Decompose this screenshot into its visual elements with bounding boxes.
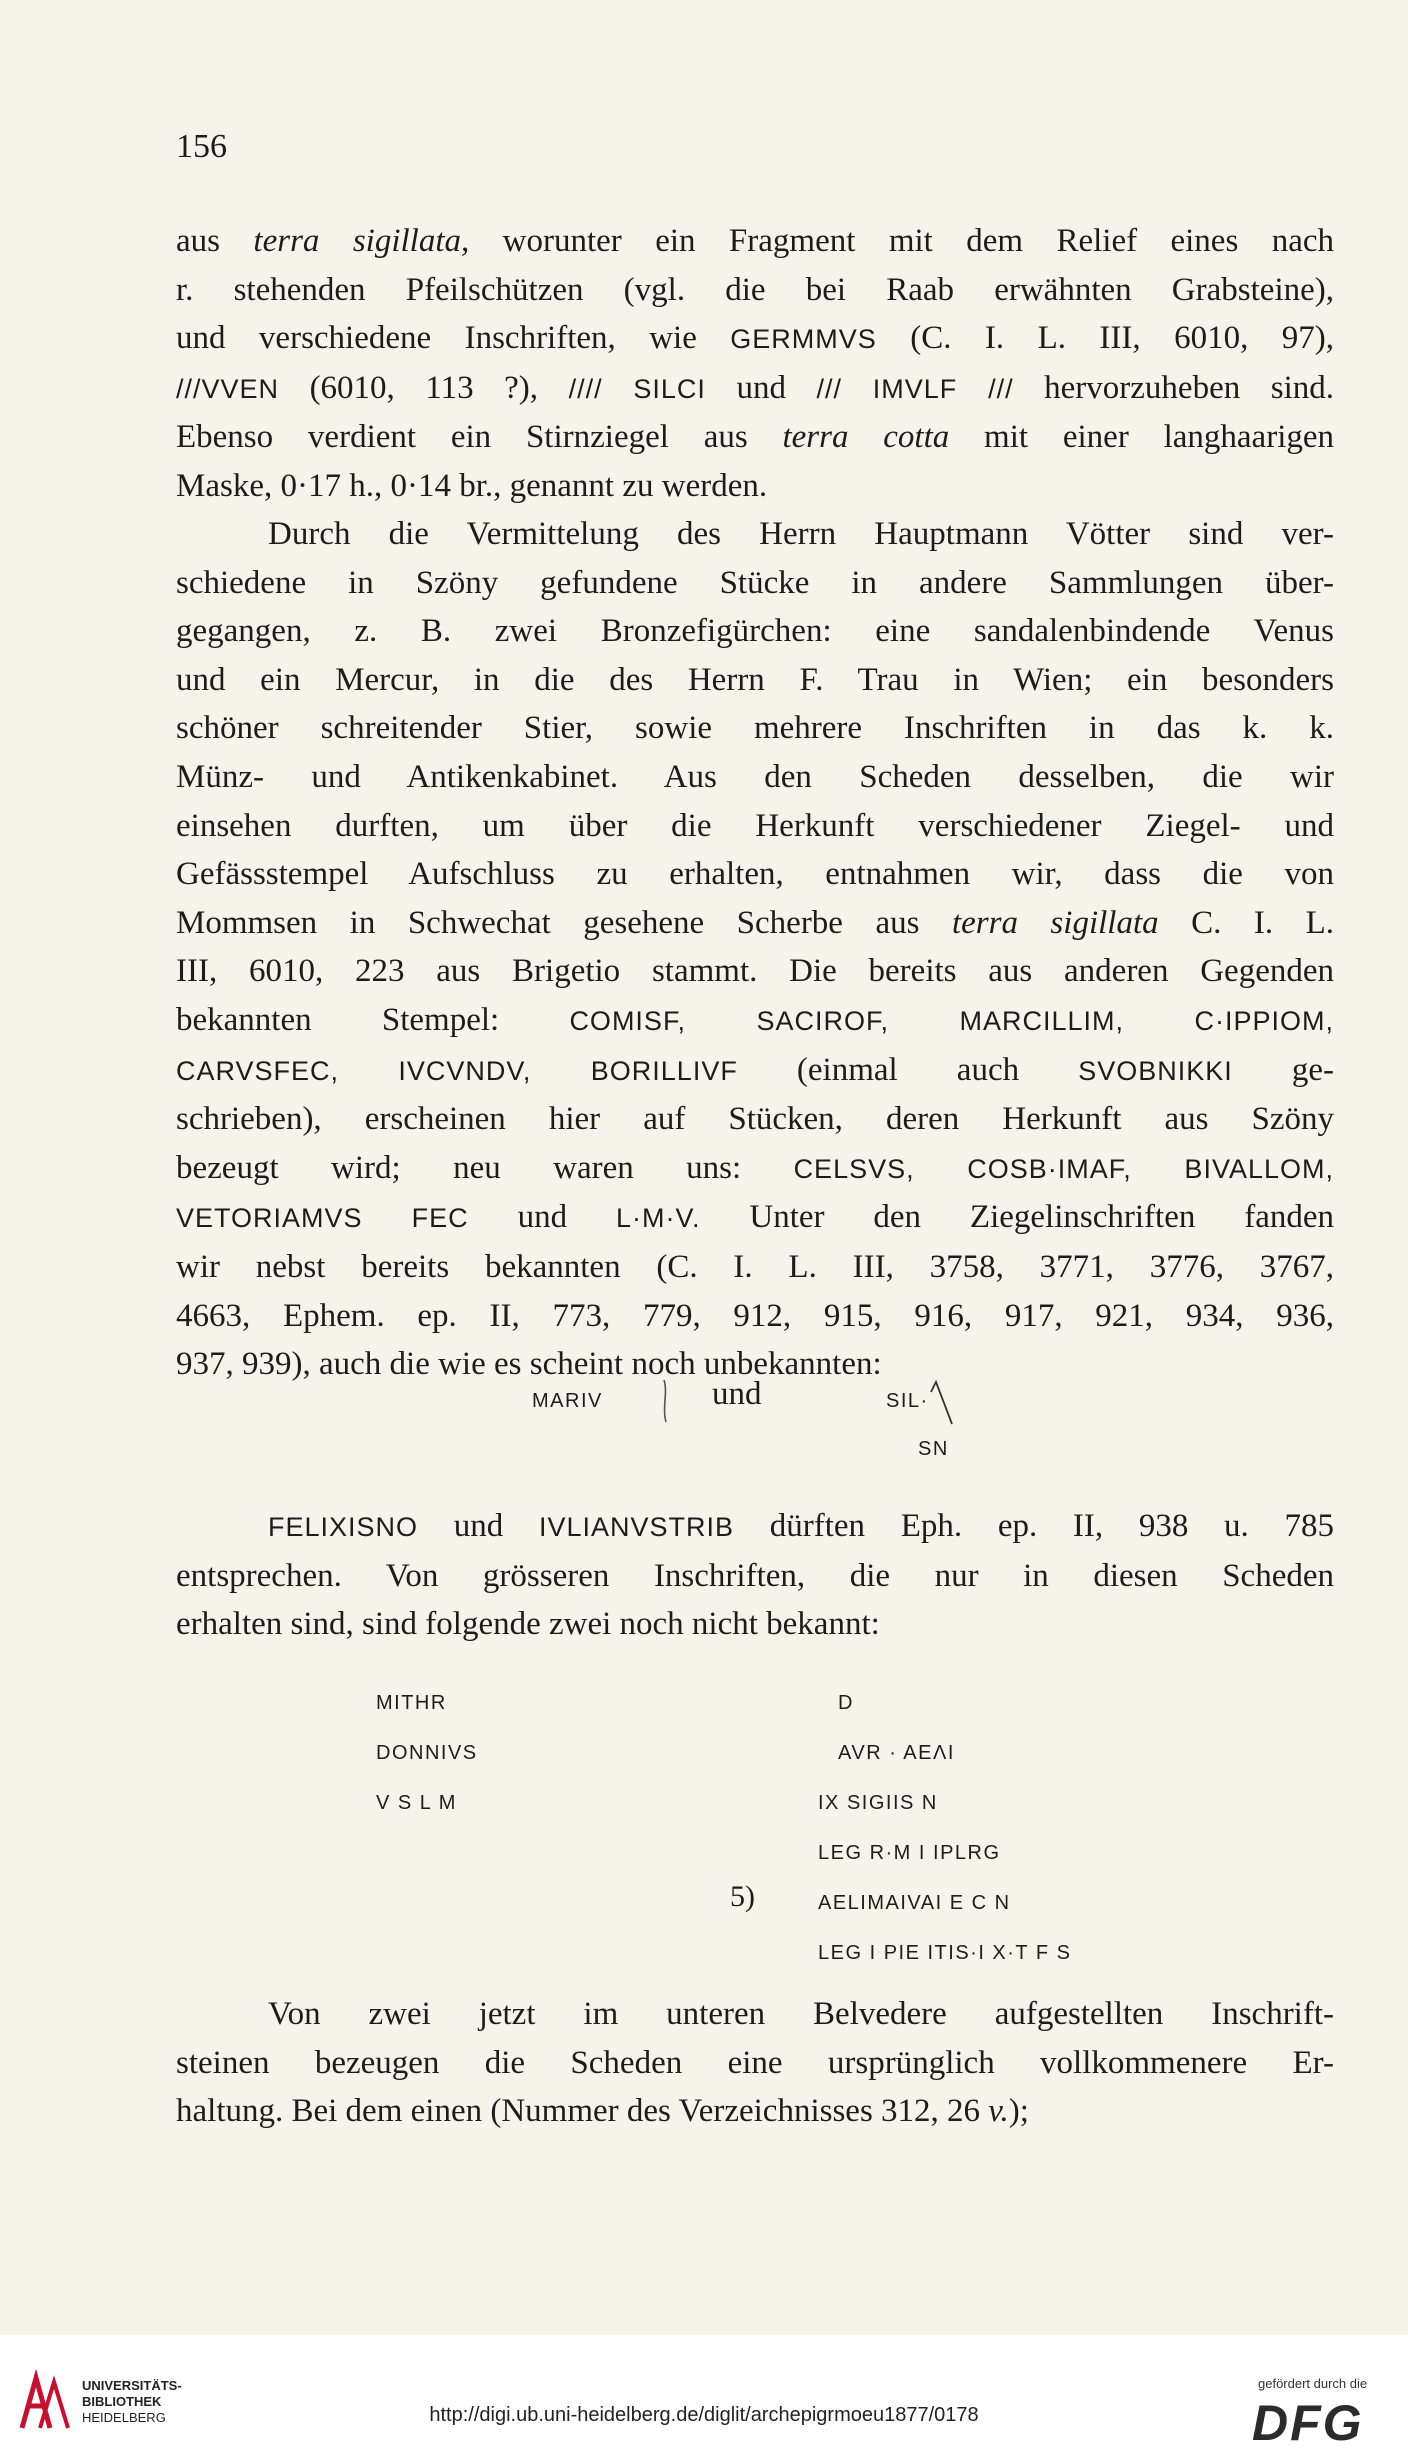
inscription-left-line: DONNIVS bbox=[376, 1742, 478, 1764]
text-line bbox=[176, 1990, 1334, 2039]
paragraph-3 bbox=[176, 1502, 1334, 1649]
text-line bbox=[176, 753, 1334, 802]
stamp-break-mark-right bbox=[928, 1378, 956, 1428]
text-line bbox=[176, 1243, 1334, 1292]
inscription-text: CARVSFEC, IVCVNDV, BORILLIVF bbox=[176, 1055, 738, 1086]
inscription-text: L·M·V. bbox=[615, 1203, 701, 1234]
stamp-mariv: MARIV bbox=[532, 1390, 603, 1412]
text-segment: schrieben), erscheinen hier auf Stücken, deren Herkunft aus Szöny bbox=[176, 1101, 1334, 1138]
text-segment: entsprechen. Von grösseren Inschriften, die nur in diesen Scheden bbox=[176, 1557, 1334, 1594]
text-line bbox=[176, 559, 1334, 608]
text-segment: r. stehenden Pfeilschützen (vgl. die bei Raab erwähnten Grabsteine), bbox=[176, 271, 1334, 308]
inscription-text: IVLIANVSTRIB bbox=[538, 1512, 735, 1542]
text-segment: haltung. Bei dem einen (Nummer des Verzeichnisses 312, 26 bbox=[176, 2093, 989, 2130]
text-segment: mit einer langhaarigen bbox=[949, 419, 1335, 456]
text-segment: hervorzuheben sind. bbox=[1013, 369, 1335, 406]
inscription-text: FELIXISNO bbox=[268, 1512, 419, 1542]
italic-term: terra cotta bbox=[782, 419, 950, 456]
text-line bbox=[176, 413, 1334, 462]
text-segment: (einmal auch bbox=[737, 1051, 1079, 1088]
text-segment: gegangen, z. B. zwei Bronzefigürchen: eine sandalenbindende Venus bbox=[176, 613, 1334, 650]
inscription-right-line: LEG I PIE ITIS·I X·T F S bbox=[818, 1942, 1072, 1964]
inscription-right-line: D bbox=[838, 1692, 854, 1714]
inscription-text: GERMMVS bbox=[730, 324, 877, 355]
text-line bbox=[176, 1600, 1334, 1649]
text-line bbox=[176, 266, 1334, 315]
library-line: BIBLIOTHEK bbox=[82, 2394, 162, 2409]
text-line bbox=[176, 947, 1334, 996]
text-segment: schöner schreitender Stier, sowie mehrere Inschriften in das k. k. bbox=[176, 710, 1334, 747]
inscription-right-line: IX SIGIIS N bbox=[818, 1792, 938, 1814]
inscription-right-line: LEG R·M I IPLRG bbox=[818, 1842, 1001, 1864]
text-line bbox=[176, 1552, 1334, 1601]
inscription-left-line: MITHR bbox=[376, 1692, 447, 1714]
page-number: 156 bbox=[176, 128, 227, 165]
text-segment: Mommsen in Schwechat gesehene Scherbe aus bbox=[176, 904, 952, 941]
text-line bbox=[176, 462, 1334, 511]
text-segment: ); bbox=[1008, 2093, 1029, 2130]
inscription-text: //// SILCI bbox=[568, 373, 706, 404]
text-segment: Unter den Ziegelinschriften fanden bbox=[700, 1199, 1335, 1236]
text-segment: wir nebst bereits bekannten (C. I. L. III, 3758, 3771, 3776, 3767, bbox=[176, 1248, 1334, 1285]
paragraph-2 bbox=[176, 510, 1334, 1389]
university-library-logo-icon bbox=[14, 2368, 74, 2438]
stamp-sn: SN bbox=[918, 1438, 949, 1460]
inscription-text: /// IMVLF /// bbox=[816, 373, 1014, 404]
permalink-url[interactable]: http://digi.ub.uni-heidelberg.de/diglit/archepigrmoeu1877/0178 bbox=[429, 2404, 979, 2426]
italic-term: v. bbox=[988, 2093, 1009, 2130]
library-line: HEIDELBERG bbox=[82, 2410, 166, 2425]
text-segment: bekannten Stempel: bbox=[176, 1001, 570, 1038]
text-segment: 4663, Ephem. ep. II, 773, 779, 912, 915, 916, 917, 921, 934, 936, bbox=[176, 1297, 1334, 1334]
inscription-text: VETORIAMVS FEC bbox=[176, 1203, 469, 1234]
text-line bbox=[176, 1046, 1334, 1096]
inscription-right-line: AVR · AEΛI bbox=[838, 1742, 955, 1764]
text-segment: ge- bbox=[1232, 1051, 1334, 1088]
inscription-text: CELSVS, COSB·IMAF, BIVALLOM, bbox=[793, 1153, 1334, 1184]
text-segment: bezeugt wird; neu waren uns: bbox=[176, 1149, 794, 1186]
text-line bbox=[176, 364, 1334, 414]
text-line bbox=[176, 802, 1334, 851]
text-segment: (6010, 113 ?), bbox=[279, 369, 569, 406]
text-segment: schiedene in Szöny gefundene Stücke in andere Sammlungen über- bbox=[176, 564, 1334, 601]
paragraph-1 bbox=[176, 217, 1334, 511]
text-segment: dürften Eph. ep. II, 938 u. 785 bbox=[734, 1508, 1335, 1544]
text-segment: erhalten sind, sind folgende zwei noch nicht bekannt: bbox=[176, 1606, 880, 1643]
text-line bbox=[176, 1144, 1334, 1194]
text-segment: und bbox=[418, 1508, 539, 1544]
text-segment: Maske, 0·17 h., 0·14 br., genannt zu werden. bbox=[176, 467, 768, 504]
text-line bbox=[176, 1292, 1334, 1341]
library-line: UNIVERSITÄTS- bbox=[82, 2378, 182, 2393]
text-segment: Durch die Vermittelung des Herrn Hauptmann Vötter sind ver- bbox=[268, 516, 1334, 552]
text-segment: (C. I. L. III, 6010, 97), bbox=[876, 320, 1334, 357]
text-line bbox=[176, 2039, 1334, 2088]
text-line bbox=[176, 1095, 1334, 1144]
text-line bbox=[176, 850, 1334, 899]
italic-term: terra sigillata, bbox=[253, 223, 470, 259]
stamp-connector-und: und bbox=[712, 1376, 762, 1412]
text-segment: und bbox=[468, 1199, 616, 1236]
text-segment: steinen bezeugen die Scheden eine ursprünglich vollkommenere Er- bbox=[176, 2044, 1334, 2081]
text-segment: worunter ein Fragment mit dem Relief eines nach bbox=[469, 223, 1335, 259]
text-line bbox=[176, 314, 1334, 364]
text-line bbox=[176, 1193, 1334, 1243]
text-segment: Gefässstempel Aufschluss zu erhalten, entnahmen wir, dass die von bbox=[176, 856, 1334, 893]
text-segment: Ebenso verdient ein Stirnziegel aus bbox=[176, 419, 783, 456]
dfg-logo: DFG bbox=[1252, 2395, 1364, 2451]
inscription-left-line: V S L M bbox=[376, 1792, 457, 1814]
text-line bbox=[176, 996, 1334, 1046]
inscription-right-line: AELIMAIVAI E C N bbox=[818, 1892, 1011, 1914]
text-line bbox=[176, 510, 1334, 559]
text-segment: einsehen durften, um über die Herkunft verschiedener Ziegel- und bbox=[176, 807, 1334, 844]
text-line bbox=[176, 1502, 1334, 1552]
stamp-break-mark bbox=[660, 1378, 670, 1424]
text-segment: aus bbox=[176, 223, 254, 259]
footer-bar bbox=[0, 2335, 1408, 2454]
text-segment: 937, 939), auch die wie es scheint noch unbekannten: bbox=[176, 1346, 882, 1383]
text-line bbox=[176, 704, 1334, 753]
inscription-number: 5) bbox=[730, 1880, 755, 1913]
text-segment: III, 6010, 223 aus Brigetio stammt. Die bereits aus anderen Gegenden bbox=[176, 953, 1334, 990]
stamp-sil: SIL· bbox=[886, 1390, 929, 1412]
text-line bbox=[176, 607, 1334, 656]
text-line bbox=[176, 217, 1334, 266]
inscription-text: ///VVEN bbox=[176, 373, 280, 404]
text-segment: und ein Mercur, in die des Herrn F. Trau in Wien; ein besonders bbox=[176, 661, 1334, 698]
text-segment: und verschiedene Inschriften, wie bbox=[176, 320, 731, 357]
text-segment: und bbox=[705, 369, 817, 406]
italic-term: terra sigillata bbox=[951, 904, 1159, 941]
text-segment: C. I. L. bbox=[1158, 904, 1335, 941]
text-line bbox=[176, 656, 1334, 705]
text-line bbox=[176, 2087, 1334, 2136]
inscription-text: SVOBNIKKI bbox=[1078, 1055, 1233, 1086]
text-line bbox=[176, 899, 1334, 948]
funding-note: gefördert durch die bbox=[1258, 2376, 1368, 2391]
text-segment: Münz- und Antikenkabinet. Aus den Scheden desselben, die wir bbox=[176, 758, 1334, 795]
text-segment: Von zwei jetzt im unteren Belvedere aufgestellten Inschrift- bbox=[268, 1996, 1334, 2032]
paragraph-4 bbox=[176, 1990, 1334, 2136]
inscription-text: COMISF, SACIROF, MARCILLIM, C·IPPIOM, bbox=[569, 1005, 1334, 1036]
